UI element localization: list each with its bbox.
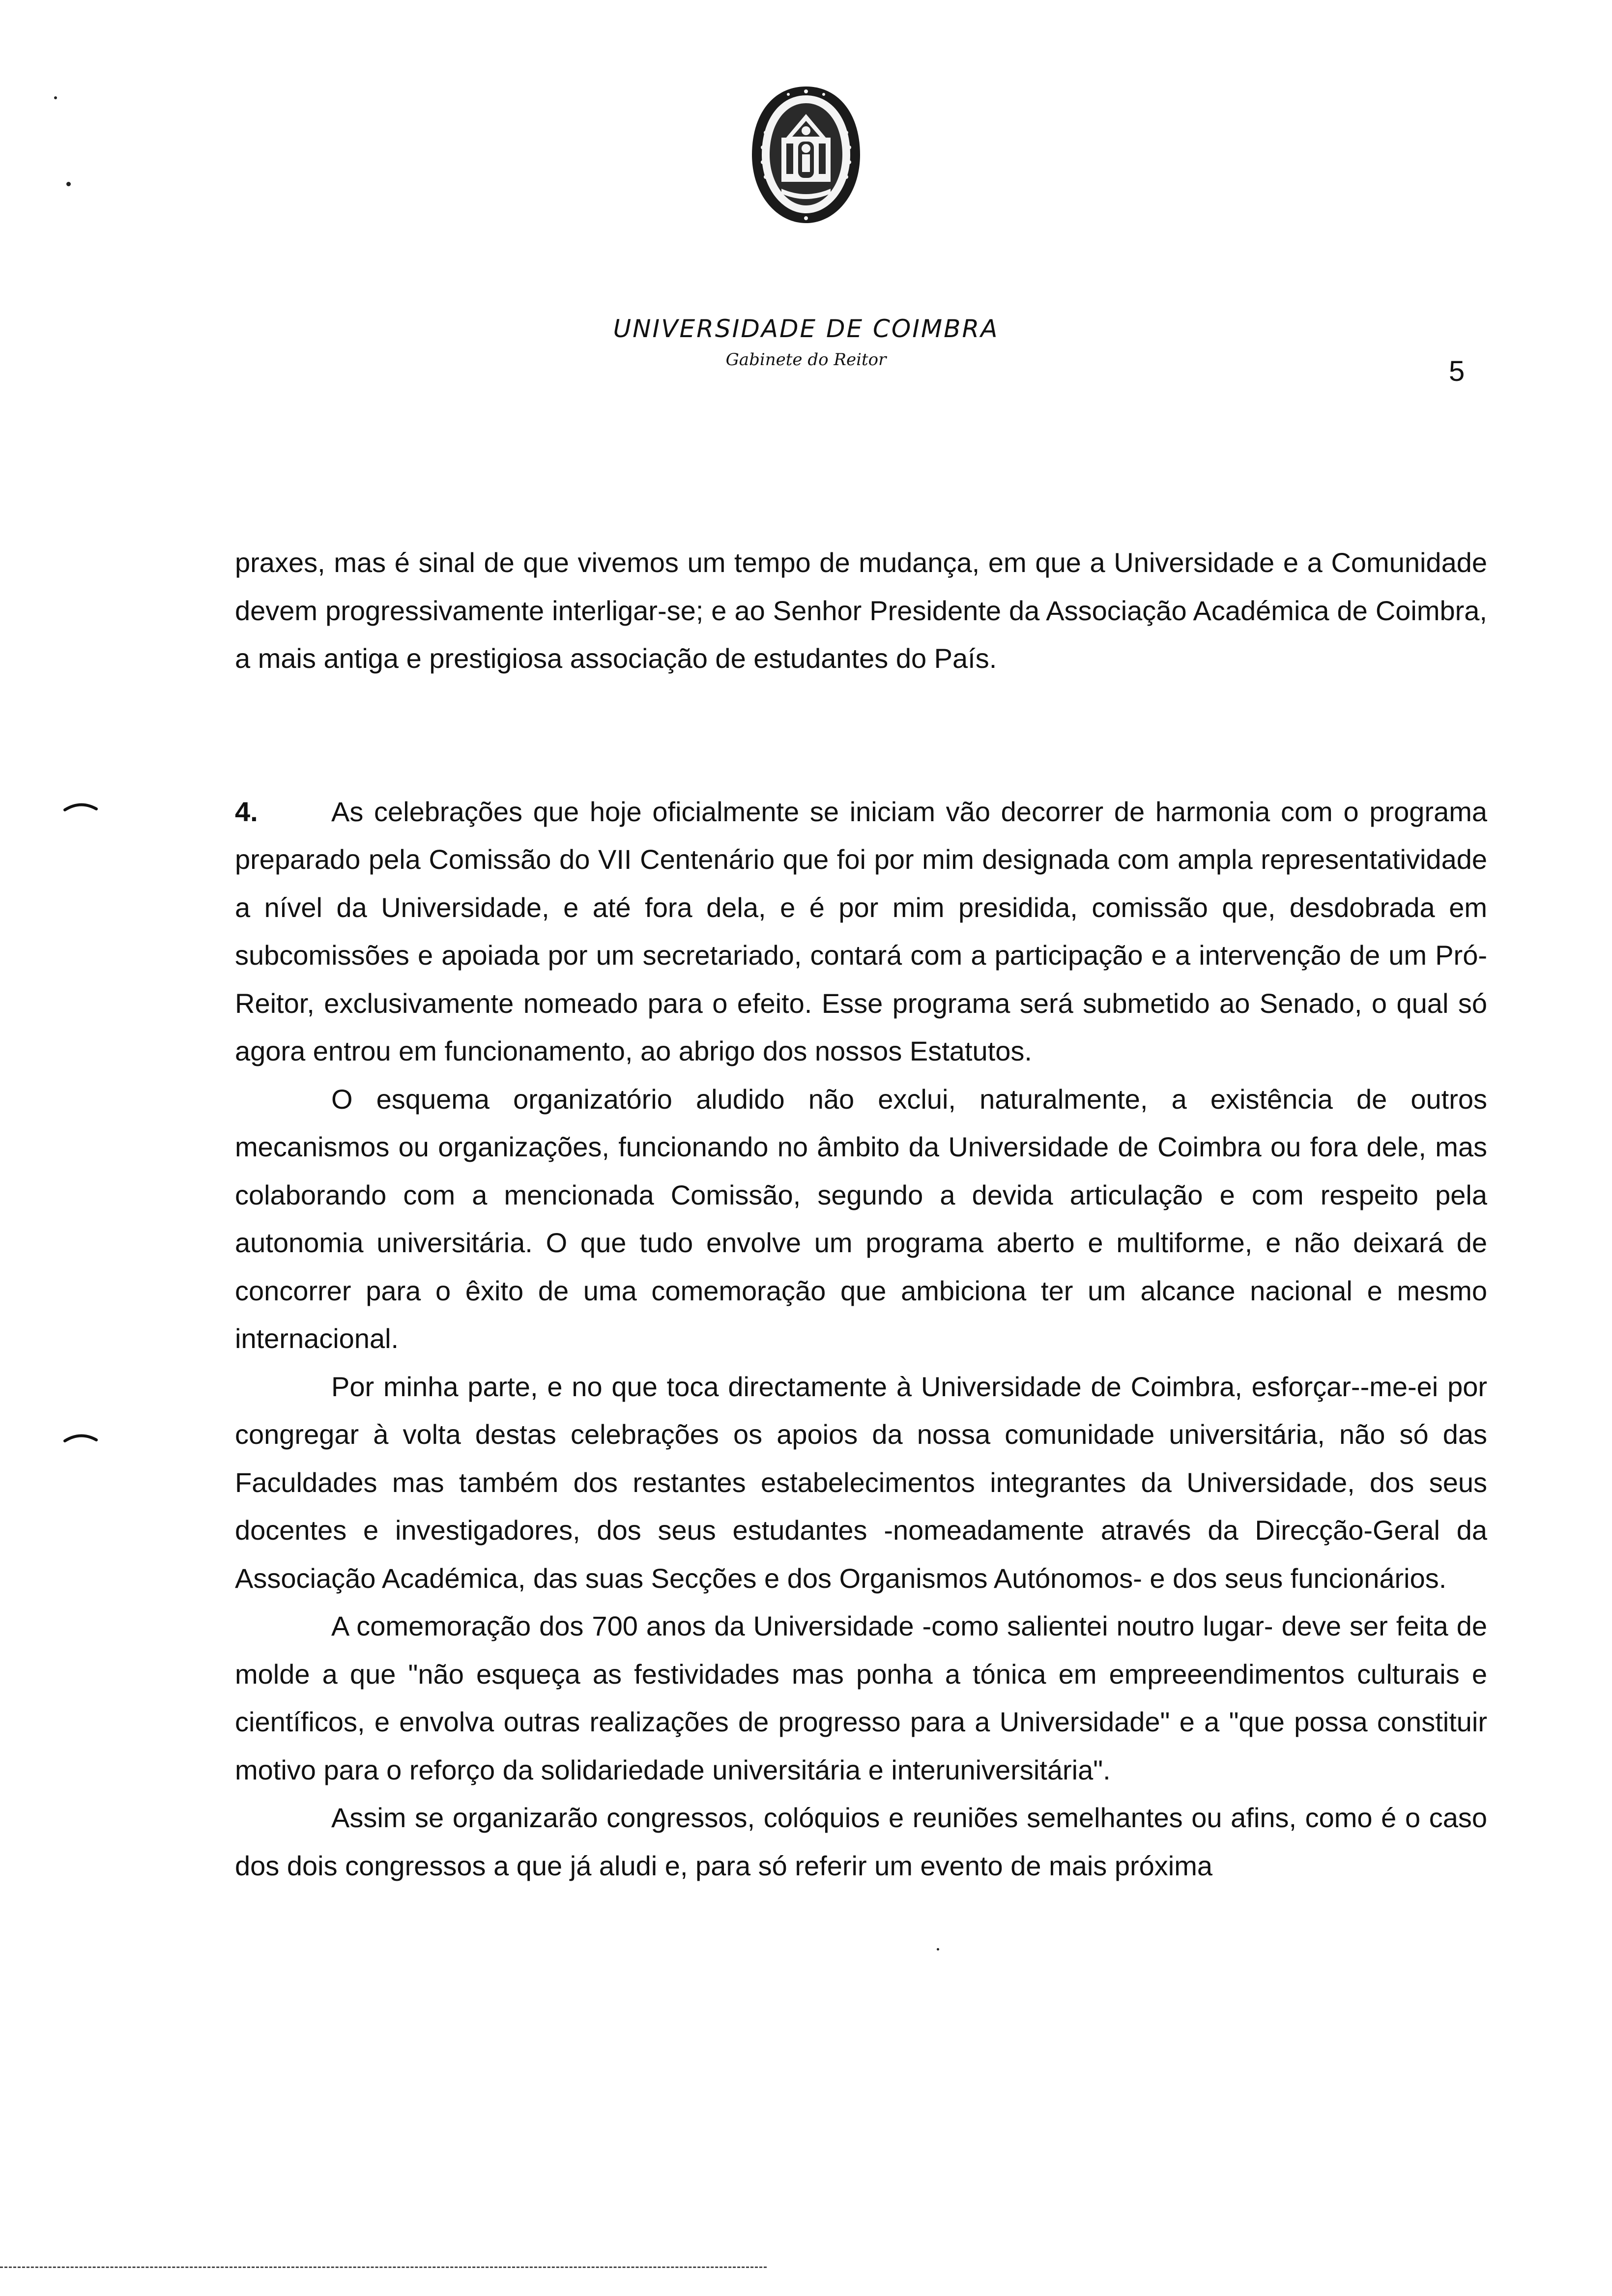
paragraph: Assim se organizarão congressos, colóquios e reuniões semelhantes ou afins, como é o caso dos dois congressos a que já aludi e, para só referir um evento de mais próxima (235, 1802, 1487, 1881)
paragraph: A comemoração dos 700 anos da Universidade -como salientei noutro lugar- deve ser feita de molde a que "não esqueça as festividades mas ponha a tónica em empreeendimentos culturais e científicos, e envolva outras realizações de progresso para a Universidade" e a "que possa constituir motivo para o reforço da solidariedade universitária e interuniversitária". (235, 1610, 1487, 1785)
letterhead (0, 84, 1612, 370)
bottom-scan-line (0, 2267, 767, 2268)
paragraph-numbered (235, 788, 1487, 1075)
institution-name: UNIVERSIDADE DE COIMBRA (613, 315, 999, 343)
university-seal-icon (747, 84, 865, 226)
paragraph: Por minha parte, e no que toca directamente à Universidade de Coimbra, esforçar--me-ei por congregar à volta destas celebrações os apoios da nossa comunidade universitária, não só das Faculdades mas também dos restantes estabelecimentos integrantes da Universidade, dos seus docentes e investigadores, dos seus estudantes -nomeadamente através da Direcção-Geral da Associação Académica, das suas Secções e dos Organismos Autónomos- e dos seus funcionários. (235, 1371, 1487, 1594)
paragraph: O esquema organizatório aludido não exclui, naturalmente, a existência de outros mecanismos ou organizações, funcionando no âmbito da Universidade de Coimbra ou fora dele, mas colaborando com a mencionada Comissão, segundo a devida articulação e com respeito pela autonomia universitária. O que tudo envolve um programa aberto e multiforme, e não deixará de concorrer para o êxito de uma comemoração que ambiciona ter um alcance nacional e mesmo internacional. (235, 1083, 1487, 1354)
margin-mark-icon (63, 1431, 98, 1443)
scan-speck (937, 1948, 939, 1951)
scan-speck (54, 96, 57, 99)
letter-body (235, 539, 1487, 1890)
section-number: 4. (235, 796, 258, 827)
office-name: Gabinete do Reitor (725, 350, 887, 370)
page-number: 5 (1449, 355, 1465, 387)
paragraph-text: As celebrações que hoje oficialmente se iniciam vão decorrer de harmonia com o programa preparado pela Comissão do VII Centenário que foi por mim designada com ampla representatividade a nível da Universidade, e até fora dela, e é por mim presidida, comissão que, desdobrada em subcomissões e apoiada por um secretariado, contará com a participação e a intervenção de um Pró-Reitor, exclusivamente nomeado para o efeito. Esse programa será submetido ao Senado, o qual só agora entrou em funcionamento, ao abrigo dos nossos Estatutos. (235, 796, 1487, 1066)
scan-speck (66, 182, 71, 186)
paragraph-continuation: praxes, mas é sinal de que vivemos um tempo de mudança, em que a Universidade e a Comunidade devem progressivamente interligar-se; e ao Senhor Presidente da Associação Académica de Coimbra, a mais antiga e prestigiosa associação de estudantes do País. (235, 547, 1487, 674)
margin-mark-icon (63, 800, 98, 812)
